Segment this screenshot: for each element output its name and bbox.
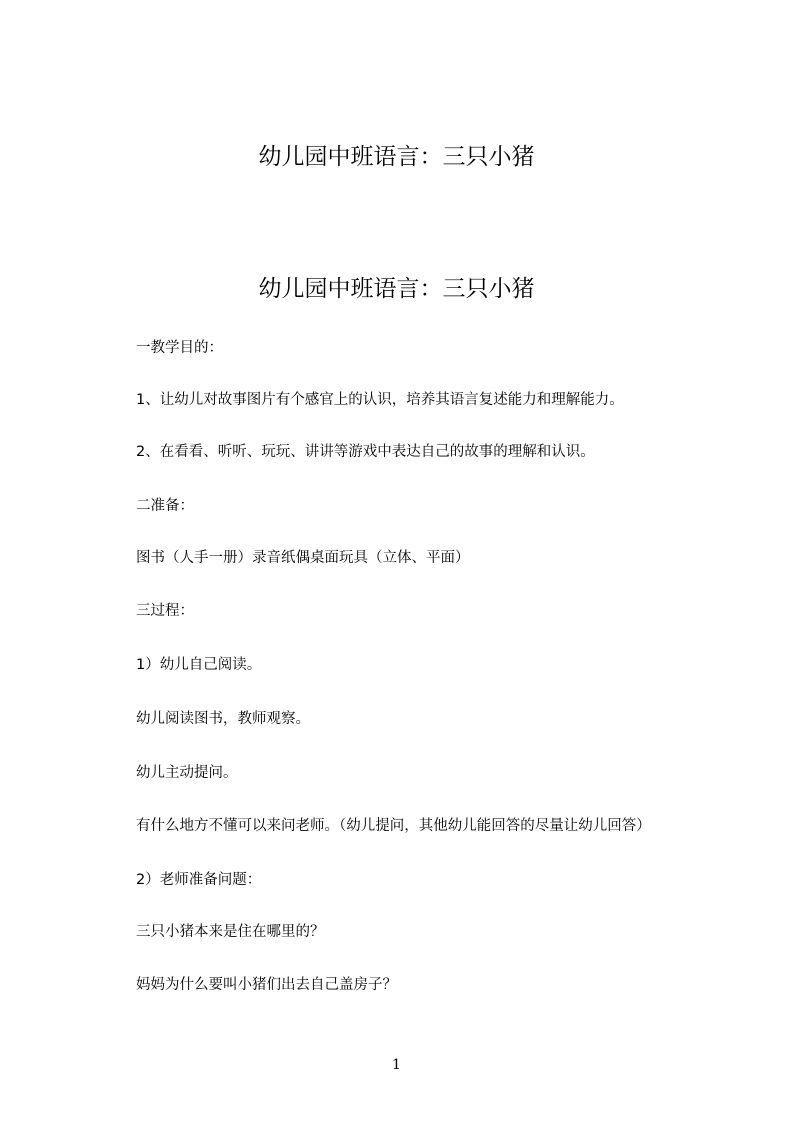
paragraph-step-1: 1）幼儿自己阅读。	[136, 657, 262, 673]
paragraph-step-2: 2）老师准备问题：	[136, 872, 262, 888]
section-heading-objectives: 一教学目的：	[136, 340, 223, 356]
paragraph-ask-questions: 幼儿主动提问。	[136, 765, 238, 781]
paragraph-reading-observe: 幼儿阅读图书，教师观察。	[136, 711, 310, 727]
section-heading-preparation: 二准备：	[136, 498, 194, 514]
paragraph-objective-2: 2、在看看、听听、玩玩、讲讲等游戏中表达自己的故事的理解和认识。	[136, 444, 595, 460]
paragraph-question-2: 妈妈为什么要叫小猪们出去自己盖房子？	[136, 977, 397, 993]
document-main-title: 幼儿园中班语言：三只小猪	[258, 276, 535, 302]
document-header-title: 幼儿园中班语言：三只小猪	[258, 144, 535, 170]
paragraph-ask-teacher: 有什么地方不懂可以来问老师。（幼儿提问，其他幼儿能回答的尽量让幼儿回答）	[136, 818, 651, 834]
section-heading-process: 三过程：	[136, 603, 194, 619]
paragraph-objective-1: 1、让幼儿对故事图片有个感官上的认识，培养其语言复述能力和理解能力。	[136, 392, 624, 408]
page-number: 1	[392, 1057, 401, 1073]
paragraph-preparation-materials: 图书（人手一册）录音纸偶桌面玩具（立体、平面）	[136, 550, 470, 566]
paragraph-question-1: 三只小猪本来是住在哪里的？	[136, 924, 325, 940]
